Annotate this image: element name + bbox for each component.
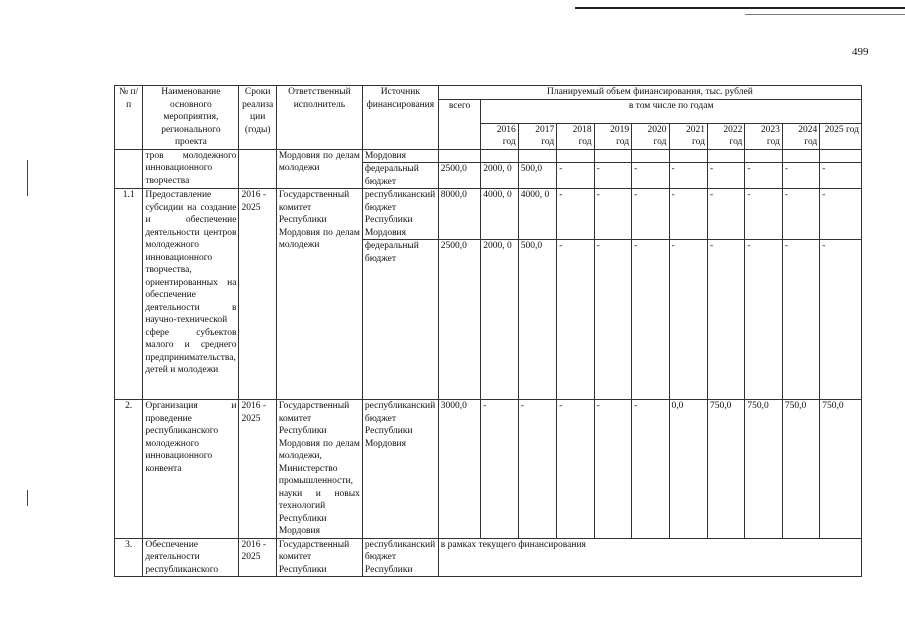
row-year-value: 4000, 0 xyxy=(481,189,518,240)
header-dates: Сроки реализации (годы) xyxy=(239,86,276,150)
row-year-value: - xyxy=(518,400,556,539)
row-year-value: 750,0 xyxy=(745,400,782,539)
row-total: 2500,0 xyxy=(438,163,481,189)
header-source: Источник финансирования xyxy=(362,86,438,150)
row-year-value: 4000, 0 xyxy=(518,189,556,240)
row-dates: 2016 - 2025 xyxy=(239,538,276,577)
row-dates: 2016 - 2025 xyxy=(239,189,276,400)
header-year: 2019 год xyxy=(594,123,631,149)
header-year: 2020 год xyxy=(632,123,669,149)
header-year: 2018 год xyxy=(557,123,594,149)
row-year-value: - xyxy=(820,189,862,240)
row-year-value: - xyxy=(557,189,594,240)
header-year: 2021 год xyxy=(669,123,707,149)
header-by-years: в том числе по годам xyxy=(481,99,862,123)
row-num: 3. xyxy=(115,538,143,577)
row-executor: Государственный комитет Республики Мордовия по делам молодежи xyxy=(276,189,362,400)
top-rule-thin xyxy=(745,14,905,15)
header-year: 2025 год xyxy=(820,123,862,149)
table-row xyxy=(115,538,862,577)
row-name: Организация и проведение республиканского молодежного инновационного конвента xyxy=(143,400,239,539)
row-year-value xyxy=(518,149,556,163)
top-rule xyxy=(575,7,905,9)
row-year-value: - xyxy=(632,163,669,189)
row-year-value: 750,0 xyxy=(782,400,819,539)
header-num: № п/ п xyxy=(115,86,143,150)
row-year-value: - xyxy=(557,240,594,400)
row-source: федеральный бюджет xyxy=(362,163,438,189)
row-name: Обеспечение деятельности республиканского xyxy=(143,538,239,577)
row-year-value: - xyxy=(745,240,782,400)
row-year-value xyxy=(557,149,594,163)
row-year-value: - xyxy=(745,189,782,240)
row-total: 8000,0 xyxy=(438,189,481,240)
financing-table xyxy=(114,85,862,577)
header-name: Наименование основного мероприятия, регионального проекта xyxy=(143,86,239,150)
row-source: республиканский бюджет Республики Мордовия xyxy=(362,400,438,539)
row-year-value: - xyxy=(632,400,669,539)
row-executor: Мордовия по делам молодежи xyxy=(276,149,362,189)
table-row xyxy=(115,189,862,240)
row-year-value xyxy=(669,149,707,163)
header-year: 2016 год xyxy=(481,123,518,149)
row-year-value xyxy=(594,149,631,163)
page-number: 499 xyxy=(852,46,869,58)
scan-edge-mark xyxy=(27,160,28,196)
row-year-value: - xyxy=(669,240,707,400)
row-year-value: 0,0 xyxy=(669,400,707,539)
row-year-value: 750,0 xyxy=(820,400,862,539)
row-num: 1.1 xyxy=(115,189,143,400)
row-year-value: - xyxy=(820,163,862,189)
header-year: 2023 год xyxy=(745,123,782,149)
row-year-value: - xyxy=(557,400,594,539)
row-year-value: - xyxy=(782,189,819,240)
row-year-value: - xyxy=(820,240,862,400)
row-year-value: 500,0 xyxy=(518,163,556,189)
row-dates xyxy=(239,149,276,189)
table-row xyxy=(115,400,862,539)
row-year-value: - xyxy=(707,189,744,240)
row-year-value xyxy=(632,149,669,163)
row-year-value: - xyxy=(707,163,744,189)
row-year-value: - xyxy=(594,189,631,240)
row-source: республиканский бюджет Республики xyxy=(362,538,438,577)
row-executor: Государственный комитет Республики xyxy=(276,538,362,577)
row-year-value: 2000, 0 xyxy=(481,163,518,189)
row-year-value xyxy=(820,149,862,163)
row-year-value: - xyxy=(669,189,707,240)
row-year-value xyxy=(481,149,518,163)
row-source: республиканский бюджет Республики Мордовия xyxy=(362,189,438,240)
row-year-value: - xyxy=(669,163,707,189)
header-row xyxy=(115,86,862,100)
row-year-value: - xyxy=(632,189,669,240)
row-year-value: - xyxy=(632,240,669,400)
row-source: федеральный бюджет xyxy=(362,240,438,400)
row-year-value xyxy=(782,149,819,163)
row-source: Мордовия xyxy=(362,149,438,163)
row-year-value: 750,0 xyxy=(707,400,744,539)
row-total: 2500,0 xyxy=(438,240,481,400)
header-year: 2017 год xyxy=(518,123,556,149)
table-row xyxy=(115,149,862,163)
row-year-value: - xyxy=(594,240,631,400)
row-year-value: - xyxy=(707,240,744,400)
header-year: 2024 год xyxy=(782,123,819,149)
row-year-value: - xyxy=(557,163,594,189)
row-total: 3000,0 xyxy=(438,400,481,539)
row-year-value: - xyxy=(481,400,518,539)
row-year-value xyxy=(707,149,744,163)
row-year-value: - xyxy=(782,163,819,189)
scan-edge-mark xyxy=(27,490,28,506)
row-year-value: - xyxy=(745,163,782,189)
row-year-value: 2000, 0 xyxy=(481,240,518,400)
row-year-value: - xyxy=(782,240,819,400)
row-year-value xyxy=(745,149,782,163)
row-executor: Государственный комитет Республики Мордовия по делам молодежи, Министерство промышленности, науки и новых технологий Республики Мордовия xyxy=(276,400,362,539)
row-num: 2. xyxy=(115,400,143,539)
row-financing-note: в рамках текущего финансирования xyxy=(438,538,861,577)
row-total xyxy=(438,149,481,163)
row-year-value: - xyxy=(594,163,631,189)
row-name: Предоставление субсидии на создание и обеспечение деятельности центров молодежного инновационного творчества, ориентированных на обеспечение деятельности в научно-технической сфере субъектов малого и среднего предпринимательства, детей и молодежи xyxy=(143,189,239,400)
header-executor: Ответственный исполнитель xyxy=(276,86,362,150)
row-year-value: 500,0 xyxy=(518,240,556,400)
header-planned: Планируемый объем финансирования, тыс. рублей xyxy=(438,86,861,100)
row-year-value: - xyxy=(594,400,631,539)
header-year: 2022 год xyxy=(707,123,744,149)
header-total: всего xyxy=(438,99,481,149)
row-dates: 2016 - 2025 xyxy=(239,400,276,539)
row-num xyxy=(115,149,143,189)
row-name: тров молодежного инновационного творчества xyxy=(143,149,239,189)
